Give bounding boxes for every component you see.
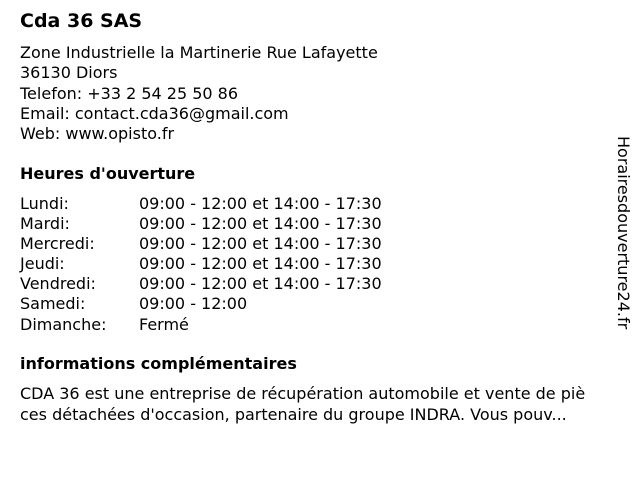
day-label: Vendredi:: [20, 274, 96, 294]
day-label: Jeudi:: [20, 254, 65, 274]
hours-row-vendredi: [20, 274, 382, 294]
day-label: Mercredi:: [20, 234, 95, 254]
hours-row-dimanche: [20, 315, 382, 335]
time-value: 09:00 - 12:00 et 14:00 - 17:30: [139, 214, 382, 234]
address-city: 36130 Diors: [20, 63, 118, 83]
hours-heading: Heures d'ouverture: [20, 164, 196, 183]
contact-block: [20, 43, 378, 144]
time-value: 09:00 - 12:00 et 14:00 - 17:30: [139, 234, 382, 254]
info-heading: informations complémentaires: [20, 354, 297, 373]
time-value: Fermé: [139, 314, 189, 334]
day-label: Samedi:: [20, 294, 86, 314]
business-name: Cda 36 SAS: [20, 10, 143, 32]
address-street: Zone Industrielle la Martinerie Rue Lafayette: [20, 43, 378, 62]
time-value: 09:00 - 12:00 et 14:00 - 17:30: [139, 194, 382, 213]
site-watermark: Horairesdouverture24.fr: [614, 136, 633, 330]
hours-row-jeudi: [20, 254, 382, 274]
phone-number: Telefon: +33 2 54 25 50 86: [20, 83, 239, 103]
website: Web: www.opisto.fr: [20, 124, 175, 144]
hours-row-samedi: [20, 294, 382, 314]
day-label: Lundi:: [20, 194, 69, 213]
day-label: Mardi:: [20, 214, 70, 234]
hours-row-lundi: [20, 194, 382, 214]
description-line: CDA 36 est une entreprise de récupération automobile et vente de piè: [20, 384, 586, 403]
hours-row-mercredi: [20, 234, 382, 254]
description-line: ces détachées d'occasion, partenaire du groupe INDRA. Vous pouv...: [20, 404, 567, 424]
email-address: Email: contact.cda36@gmail.com: [20, 103, 289, 123]
description-text: [20, 384, 620, 425]
day-label: Dimanche:: [20, 314, 107, 334]
hours-row-mardi: [20, 214, 382, 234]
time-value: 09:00 - 12:00: [139, 294, 248, 314]
time-value: 09:00 - 12:00 et 14:00 - 17:30: [139, 274, 382, 294]
hours-table: [20, 194, 382, 335]
time-value: 09:00 - 12:00 et 14:00 - 17:30: [139, 254, 382, 274]
